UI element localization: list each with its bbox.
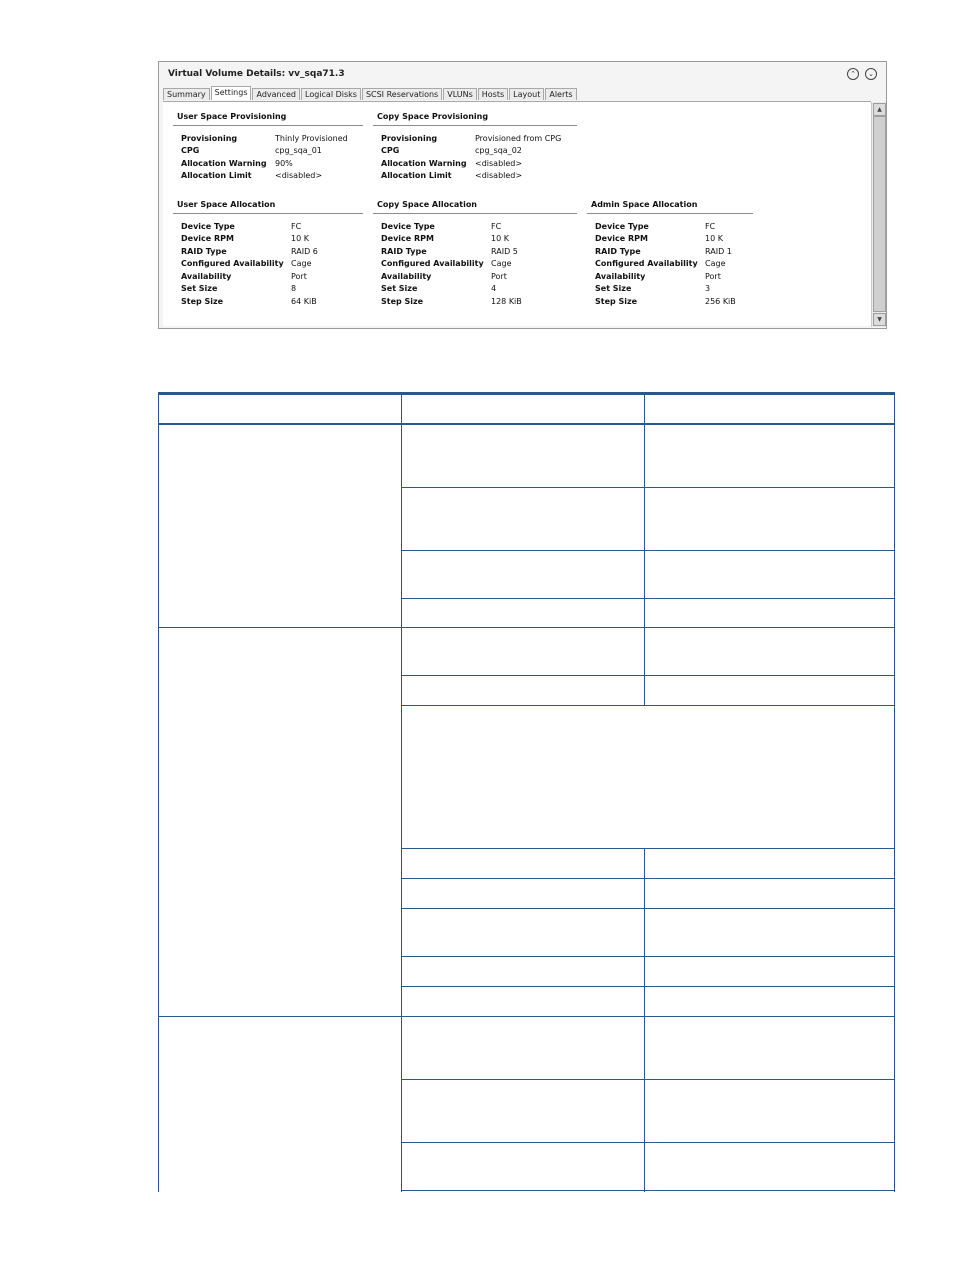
panel-title: Virtual Volume Details: vv_sqa71.3 xyxy=(168,69,345,79)
field-value: Thinly Provisioned xyxy=(275,134,348,143)
field-value: RAID 1 xyxy=(705,247,732,256)
table-group-rule xyxy=(158,627,895,628)
field-value: FC xyxy=(291,222,302,231)
copy-space-allocation-title: Copy Space Allocation xyxy=(377,200,478,209)
vertical-scrollbar[interactable] xyxy=(871,102,886,327)
collapse-up-icon[interactable]: ⌃ xyxy=(847,68,859,80)
virtual-volume-details-panel xyxy=(158,61,887,329)
table-column-divider xyxy=(644,848,645,1192)
field-label: Device RPM xyxy=(181,234,234,243)
field-label: Configured Availability xyxy=(595,259,698,268)
tab-vluns[interactable]: VLUNs xyxy=(443,88,477,100)
field-value: cpg_sqa_02 xyxy=(475,146,522,155)
field-label: Provisioning xyxy=(381,134,438,143)
user-space-provisioning-title: User Space Provisioning xyxy=(177,112,287,121)
field-value: Port xyxy=(491,272,507,281)
field-label: Allocation Limit xyxy=(181,171,252,180)
table-row-rule xyxy=(401,487,895,488)
table-row-rule xyxy=(401,908,895,909)
panel-header xyxy=(159,62,886,87)
field-label: Configured Availability xyxy=(181,259,284,268)
section-divider xyxy=(373,213,577,214)
tab-hosts[interactable]: Hosts xyxy=(478,88,508,100)
field-label: Allocation Limit xyxy=(381,171,452,180)
field-value: 128 KiB xyxy=(491,297,522,306)
field-value: Port xyxy=(705,272,721,281)
field-label: Device RPM xyxy=(381,234,434,243)
field-value: <disabled> xyxy=(275,171,323,180)
field-label: RAID Type xyxy=(595,247,641,256)
field-label: Allocation Warning xyxy=(381,159,467,168)
field-value: <disabled> xyxy=(475,159,523,168)
section-divider xyxy=(173,125,363,126)
tab-alerts[interactable]: Alerts xyxy=(545,88,576,100)
field-value: <disabled> xyxy=(475,171,523,180)
field-label: CPG xyxy=(181,146,200,155)
field-value: 64 KiB xyxy=(291,297,317,306)
tab-scsi-reservations[interactable]: SCSI Reservations xyxy=(362,88,442,100)
field-label: Device Type xyxy=(381,222,435,231)
field-label: Set Size xyxy=(381,284,418,293)
field-label: Set Size xyxy=(181,284,218,293)
field-value: 256 KiB xyxy=(705,297,736,306)
section-divider xyxy=(173,213,363,214)
table-row-rule xyxy=(401,598,895,599)
field-label: RAID Type xyxy=(381,247,427,256)
settings-content xyxy=(163,101,871,326)
tab-bar xyxy=(163,88,578,101)
table-row-rule xyxy=(401,675,895,676)
table-row-rule xyxy=(401,986,895,987)
field-value: Cage xyxy=(491,259,512,268)
field-value: cpg_sqa_01 xyxy=(275,146,322,155)
user-space-allocation-title: User Space Allocation xyxy=(177,200,276,209)
collapse-down-icon[interactable]: ⌄ xyxy=(865,68,877,80)
field-value: Port xyxy=(291,272,307,281)
field-value: Cage xyxy=(705,259,726,268)
field-label: Configured Availability xyxy=(381,259,484,268)
field-label: Availability xyxy=(381,272,432,281)
field-value: FC xyxy=(705,222,716,231)
field-value: FC xyxy=(491,222,502,231)
table-row-rule xyxy=(401,705,895,706)
field-value: 4 xyxy=(491,284,497,293)
field-label: Availability xyxy=(181,272,232,281)
field-value: 10 K xyxy=(705,234,723,243)
table-row-rule xyxy=(401,550,895,551)
scroll-down-icon[interactable]: ▼ xyxy=(873,313,886,326)
scroll-up-icon[interactable]: ▲ xyxy=(873,103,886,116)
table-top-rule xyxy=(158,392,895,395)
tab-logical-disks[interactable]: Logical Disks xyxy=(301,88,361,100)
tab-settings[interactable]: Settings xyxy=(211,86,252,100)
admin-space-allocation-title: Admin Space Allocation xyxy=(591,200,698,209)
field-label: Step Size xyxy=(381,297,424,306)
table-column-divider xyxy=(401,392,402,1192)
table-border-left xyxy=(158,392,159,1192)
section-divider xyxy=(587,213,753,214)
table-column-divider xyxy=(644,392,645,706)
scrollbar-thumb[interactable] xyxy=(873,116,886,312)
field-value: 10 K xyxy=(291,234,309,243)
table-header-rule xyxy=(158,423,895,425)
table-row-rule xyxy=(401,956,895,957)
field-label: Device Type xyxy=(595,222,649,231)
tab-summary[interactable]: Summary xyxy=(163,88,210,100)
copy-space-provisioning-title: Copy Space Provisioning xyxy=(377,112,489,121)
settings-reference-table xyxy=(158,392,895,1192)
field-label: Availability xyxy=(595,272,646,281)
field-value: Provisioned from CPG xyxy=(475,134,562,143)
table-group-rule xyxy=(158,1016,895,1017)
tab-advanced[interactable]: Advanced xyxy=(252,88,300,100)
field-label: Device RPM xyxy=(595,234,648,243)
field-label: Step Size xyxy=(181,297,224,306)
section-divider xyxy=(373,125,577,126)
tab-layout[interactable]: Layout xyxy=(509,88,544,100)
field-label: Provisioning xyxy=(181,134,238,143)
table-row-rule xyxy=(401,1079,895,1080)
field-label: Set Size xyxy=(595,284,632,293)
field-label: RAID Type xyxy=(181,247,227,256)
field-value: 3 xyxy=(705,284,711,293)
field-label: Allocation Warning xyxy=(181,159,267,168)
table-bottom-rule xyxy=(401,1190,895,1191)
table-row-rule xyxy=(401,848,895,849)
field-value: 90% xyxy=(275,159,293,168)
field-label: Device Type xyxy=(181,222,235,231)
field-value: Cage xyxy=(291,259,312,268)
field-value: RAID 6 xyxy=(291,247,318,256)
field-label: CPG xyxy=(381,146,400,155)
field-value: 10 K xyxy=(491,234,509,243)
field-value: RAID 5 xyxy=(491,247,518,256)
field-value: 8 xyxy=(291,284,297,293)
field-label: Step Size xyxy=(595,297,638,306)
table-row-rule xyxy=(401,1142,895,1143)
table-row-rule xyxy=(401,878,895,879)
table-border-right xyxy=(894,392,895,1192)
